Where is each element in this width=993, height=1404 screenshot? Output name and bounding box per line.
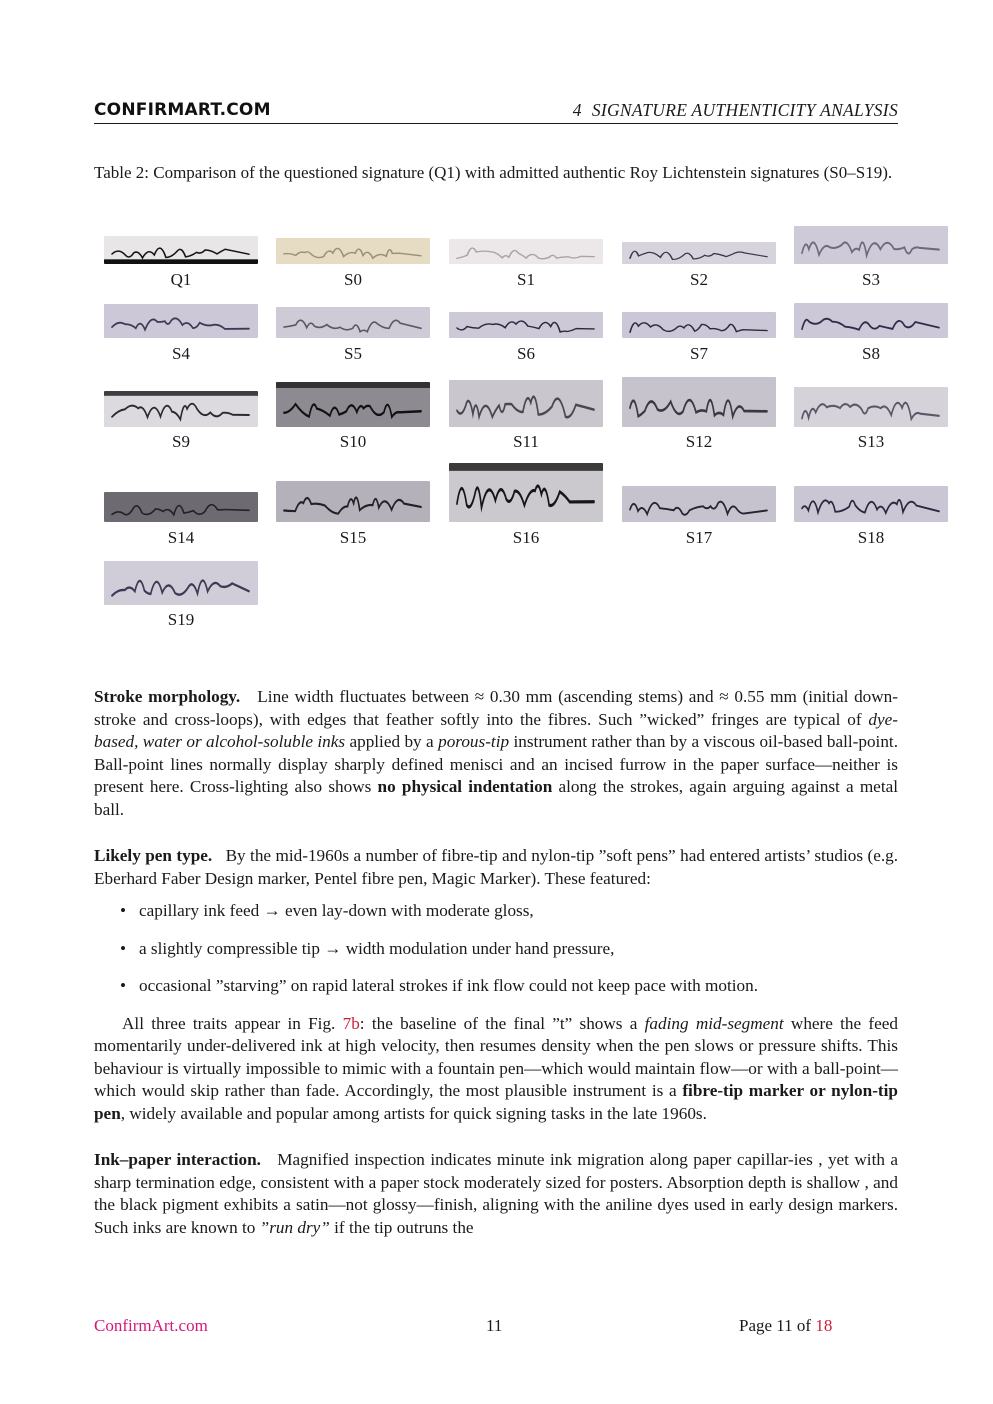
signature-label: S3 <box>862 270 880 289</box>
signature-label: S10 <box>339 432 367 451</box>
signature-label: S6 <box>517 344 535 363</box>
signature-label: S13 <box>857 432 885 451</box>
pen-analysis-paragraph <box>94 1013 898 1126</box>
pen-traits-list <box>94 900 898 998</box>
pen-p2-bold: fibre-tip marker or nylon-tip pen <box>94 1081 898 1123</box>
signature-image-s8 <box>794 303 948 338</box>
signature-label: S15 <box>339 528 367 547</box>
footer-page-count <box>739 1316 832 1336</box>
ink-italic: ”run dry” <box>259 1217 330 1237</box>
ink-paper-heading: Ink–paper interaction. <box>94 1150 261 1169</box>
ink-paper-paragraph <box>94 1149 898 1239</box>
signature-image-q1 <box>104 236 258 264</box>
list-item: • capillary ink feed → even lay-down with moderate gloss, <box>94 900 898 923</box>
stroke-morphology-heading: Stroke morphology. <box>94 687 241 706</box>
signature-label: S1 <box>517 270 535 289</box>
signature-label: S4 <box>172 344 190 363</box>
signature-label: S16 <box>512 528 540 547</box>
pen-type-heading: Likely pen type. <box>94 846 213 865</box>
signature-label: S11 <box>513 432 539 451</box>
signature-image-s4 <box>104 304 258 338</box>
table-caption: Table 2: Comparison of the questioned signature (Q1) with admitted authentic Roy Lichtenstein signatures (S0–S19). <box>94 163 893 182</box>
list-item: • a slightly compressible tip → width modulation under hand pressure, <box>94 938 898 961</box>
section-title <box>573 100 898 121</box>
footer-page-number: 11 <box>486 1316 503 1335</box>
signature-image-s14 <box>104 492 258 522</box>
signature-label: S7 <box>690 344 708 363</box>
signature-image-s5 <box>276 307 430 338</box>
signature-image-s13 <box>794 387 948 427</box>
stroke-italic-2: porous-tip <box>438 732 510 751</box>
ink-text-1: Magnified inspection indicates minute ink migration along paper capillar-ies , yet with a sharp termination edge, consistent with a paper stock moderately sized for posters. Absorption depth is shallow , and the black pigment exhibits a satin—not glossy—finish, aligning with the aniline dyes used in early design markers. Such inks are known to <box>94 1150 898 1237</box>
pen-p2-text-4: , widely available and popular among artists for quick signing tasks in the late 1960s. <box>120 1103 707 1123</box>
signature-label: S12 <box>685 432 713 451</box>
signature-label: S19 <box>167 610 195 629</box>
signature-image-s12 <box>622 377 776 427</box>
pen-type-paragraph <box>94 845 898 890</box>
signature-image-s3 <box>794 226 948 264</box>
signature-label: S9 <box>172 432 190 451</box>
signature-image-s6 <box>449 312 603 338</box>
signature-label: S18 <box>857 528 885 547</box>
signature-image-s10 <box>276 382 430 427</box>
signature-label: S5 <box>344 344 362 363</box>
stroke-morphology-paragraph <box>94 686 898 821</box>
footer-total-pages-link[interactable]: 18 <box>815 1316 833 1335</box>
figure-link[interactable]: 7b <box>342 1013 360 1033</box>
stroke-text-1: Line width fluctuates between ≈ 0.30 mm (ascending stems) and ≈ 0.55 mm (initial down-stroke and cross-loops), with edges that feather softly into the fibres. Such ”wicked” fringes are typical of <box>94 687 898 729</box>
signature-image-s0 <box>276 238 430 264</box>
list-item: • occasional ”starving” on rapid lateral strokes if ink flow could not keep pace with motion. <box>94 975 898 998</box>
stroke-italic-1: dye-based, water or alcohol-soluble inks <box>94 709 898 751</box>
signature-label: Q1 <box>170 270 192 289</box>
signature-image-s19 <box>104 561 258 605</box>
pen-p2-italic: fading mid-segment <box>644 1013 784 1033</box>
page-header <box>94 96 898 124</box>
signature-image-s11 <box>449 380 603 427</box>
pen-p2-text-3: where the feed momentarily under-delivered ink at high velocity, then resumes density when the pen slows or pressure shifts. This behaviour is virtually impossible to mimic with a fountain pen—which would maintain flow—or with a ball-point—which would skip rather than fade. Accordingly, the most plausible instrument is a <box>94 1013 898 1100</box>
signature-image-s15 <box>276 481 430 522</box>
signature-image-s7 <box>622 312 776 338</box>
stroke-text-3: instrument rather than by a viscous oil-based ball-point. Ball-point lines normally display sharply defined menisci and an incised furrow in the paper surface—neither is present here. Cross-lighting also shows <box>94 732 898 796</box>
signature-image-s17 <box>622 486 776 522</box>
pen-p2-text-1: All three traits appear in Fig. <box>122 1013 343 1033</box>
signature-label: S0 <box>344 270 362 289</box>
signature-image-s18 <box>794 486 948 522</box>
signature-label: S17 <box>685 528 713 547</box>
stroke-bold-1: no physical indentation <box>377 777 553 796</box>
stroke-text-2: applied by a <box>345 732 439 751</box>
section-title-text: SIGNATURE AUTHENTICITY ANALYSIS <box>591 100 898 120</box>
pen-text-1: By the mid-1960s a number of fibre-tip and nylon-tip ”soft pens” had entered artists’ studios (e.g. Eberhard Faber Design marker, Pentel fibre pen, Magic Marker). These featured: <box>94 846 899 888</box>
signature-label: S8 <box>862 344 880 363</box>
ink-text-2: if the tip outruns the <box>329 1217 474 1237</box>
section-number: 4 <box>572 100 582 120</box>
pen-p2-text-2: : the baseline of the final ”t” shows a <box>359 1013 645 1033</box>
confirmart-logo: CONFIRMART.COM <box>94 100 271 120</box>
stroke-text-4: along the strokes, again arguing against a metal ball. <box>94 777 898 819</box>
footer-page-prefix: Page 11 of <box>739 1316 816 1335</box>
body-text <box>94 686 898 1239</box>
signature-image-s16 <box>449 463 603 522</box>
footer-site-link[interactable]: ConfirmArt.com <box>94 1316 208 1335</box>
signature-label: S2 <box>690 270 708 289</box>
signature-label: S14 <box>167 528 195 547</box>
signature-image-s2 <box>622 242 776 264</box>
signature-image-s9 <box>104 391 258 427</box>
signature-image-s1 <box>449 239 603 264</box>
